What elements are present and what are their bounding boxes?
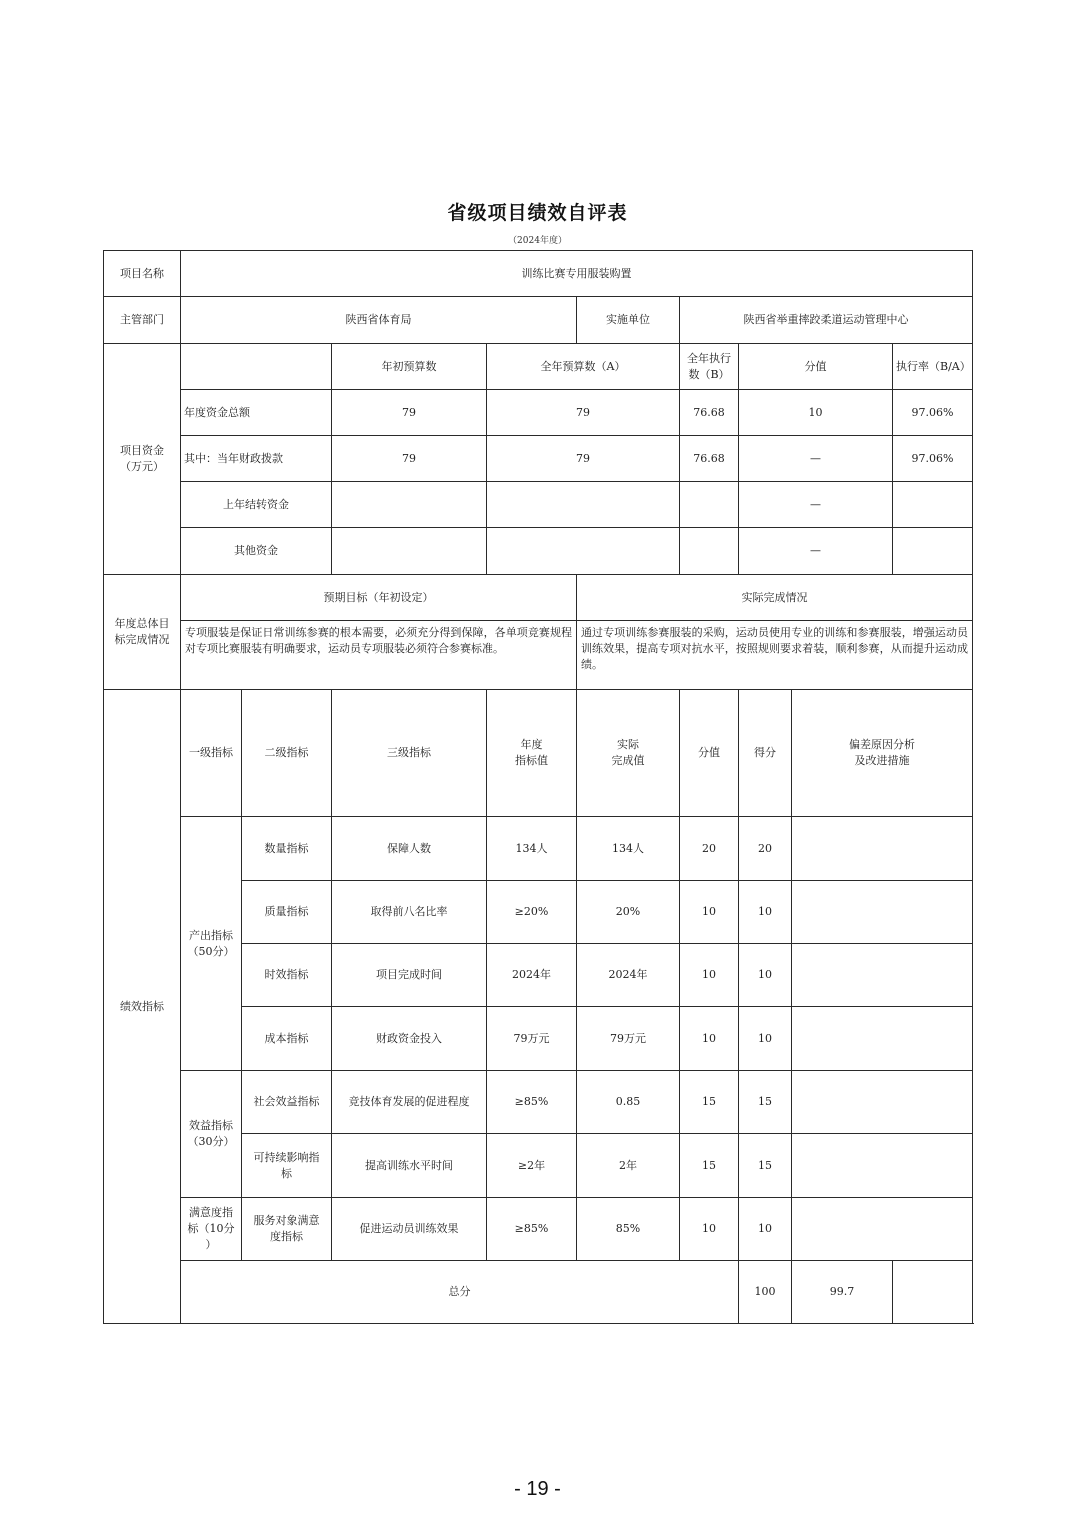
indicator-actual: 134人 [577, 817, 680, 881]
indicator-score: 15 [739, 1134, 792, 1198]
funds-row-label: 其中：当年财政拨款 [181, 436, 332, 482]
funds-header-blank [181, 344, 332, 390]
indicator-level3: 促进运动员训练效果 [332, 1198, 487, 1261]
indicator-target: ≥2年 [487, 1134, 577, 1198]
target-header-line2: 指标值 [515, 754, 548, 767]
analysis-header-line1: 偏差原因分析 [849, 738, 915, 751]
funds-row [104, 390, 973, 436]
funds-label-line2: （万元） [120, 460, 164, 473]
goals-label-line2: 标完成情况 [114, 633, 170, 646]
indicator-score: 20 [739, 817, 792, 881]
funds-row-label: 其他资金 [181, 528, 332, 575]
indicators-header-level2: 二级指标 [242, 690, 332, 817]
indicator-analysis [792, 1198, 973, 1261]
level1-satisfaction [181, 1198, 242, 1261]
funds-row-points: — [739, 482, 893, 528]
actual-header-line1: 实际 [617, 738, 639, 751]
goals-expected-text: 专项服装是保证日常训练参赛的根本需要，必须充分得到保障，各单项竞赛规程对专项比赛服装有明确要求，运动员专项服装必须符合参赛标准。 [181, 621, 577, 690]
funds-row-initial: 79 [332, 390, 487, 436]
indicator-level2: 成本指标 [242, 1007, 332, 1071]
indicator-level2: 时效指标 [242, 944, 332, 1007]
self-evaluation-table [103, 250, 973, 1324]
level1-benefit [181, 1071, 242, 1198]
goals-section-label [104, 575, 181, 690]
indicator-points: 10 [680, 1007, 739, 1071]
funds-row-rate: 97.06% [893, 436, 973, 482]
funds-row-exec [680, 482, 739, 528]
project-name-row [104, 251, 973, 297]
total-analysis [893, 1261, 973, 1324]
indicator-points: 10 [680, 881, 739, 944]
total-score: 99.7 [792, 1261, 893, 1324]
indicator-score: 10 [739, 1198, 792, 1261]
funds-row-annual: 79 [487, 436, 680, 482]
funds-row-rate [893, 482, 973, 528]
level1-satisfaction-line1: 满意度指 [189, 1206, 233, 1219]
indicator-level2: 社会效益指标 [242, 1071, 332, 1134]
funds-row-exec [680, 528, 739, 575]
indicator-score: 10 [739, 881, 792, 944]
indicator-level3: 财政资金投入 [332, 1007, 487, 1071]
funds-row-rate [893, 528, 973, 575]
funds-header-rate: 执行率（B/A） [893, 344, 973, 390]
indicator-actual: 2024年 [577, 944, 680, 1007]
indicator-points: 10 [680, 1198, 739, 1261]
funds-section-label [104, 344, 181, 575]
total-label: 总分 [181, 1261, 739, 1324]
indicator-analysis [792, 944, 973, 1007]
indicator-actual: 20% [577, 881, 680, 944]
funds-row-rate: 97.06% [893, 390, 973, 436]
level1-benefit-line2: （30分） [187, 1135, 235, 1148]
indicator-level3: 提高训练水平时间 [332, 1134, 487, 1198]
indicators-header-actual [577, 690, 680, 817]
funds-row-points: — [739, 436, 893, 482]
funds-header-annual: 全年预算数（A） [487, 344, 680, 390]
indicator-analysis [792, 1071, 973, 1134]
level2-line2: 度指标 [270, 1230, 303, 1243]
indicator-actual: 85% [577, 1198, 680, 1261]
total-points: 100 [739, 1261, 792, 1324]
indicator-level2 [242, 1198, 332, 1261]
indicator-actual: 2年 [577, 1134, 680, 1198]
funds-row-exec: 76.68 [680, 390, 739, 436]
indicators-header-score: 得分 [739, 690, 792, 817]
document-title: 省级项目绩效自评表 [447, 202, 628, 224]
indicator-level2: 数量指标 [242, 817, 332, 881]
indicator-level2: 质量指标 [242, 881, 332, 944]
funds-row-annual: 79 [487, 390, 680, 436]
actual-header-line2: 完成值 [611, 754, 645, 767]
level1-output-line2: （50分） [187, 944, 235, 958]
level2-line1: 可持续影响指 [253, 1150, 320, 1164]
indicator-level3: 保障人数 [332, 817, 487, 881]
indicators-header-level1: 一级指标 [181, 690, 242, 817]
funds-row-annual [487, 482, 680, 528]
funds-header-initial: 年初预算数 [332, 344, 487, 390]
indicator-points: 15 [680, 1134, 739, 1198]
indicator-target: ≥85% [487, 1071, 577, 1134]
implementer-label: 实施单位 [577, 297, 680, 344]
department-label: 主管部门 [104, 297, 181, 344]
goals-expected-header: 预期目标（年初设定） [181, 575, 577, 621]
indicator-level3: 取得前八名比率 [332, 881, 487, 944]
funds-header-row [104, 344, 973, 390]
indicator-level2 [242, 1134, 332, 1198]
indicators-section-label: 绩效指标 [104, 690, 181, 1324]
indicator-level3: 竞技体育发展的促进程度 [332, 1071, 487, 1134]
project-name-label: 项目名称 [104, 251, 181, 297]
funds-row-points: 10 [739, 390, 893, 436]
goals-actual-text: 通过专项训练参赛服装的采购，运动员使用专业的训练和参赛服装，增强运动员训练效果，提高专项对抗水平，按照规则要求着装，顺利参赛，从而提升运动成绩。 [577, 621, 973, 690]
indicator-analysis [792, 1134, 973, 1198]
indicator-target: ≥20% [487, 881, 577, 944]
goals-label-line1: 年度总体目 [114, 617, 170, 630]
funds-row-initial [332, 482, 487, 528]
level1-output [181, 817, 242, 1071]
funds-header-points: 分值 [739, 344, 893, 390]
indicator-score: 10 [739, 1007, 792, 1071]
indicators-header-analysis [792, 690, 973, 817]
funds-row-exec: 76.68 [680, 436, 739, 482]
funds-row [104, 528, 973, 575]
project-name-value: 训练比赛专用服装购置 [181, 251, 973, 297]
funds-row-label: 上年结转资金 [181, 482, 332, 528]
indicators-header-row [104, 690, 973, 817]
indicator-actual: 0.85 [577, 1071, 680, 1134]
level1-satisfaction-line2: 标（10分 [187, 1222, 235, 1235]
document-year-note: （2024年度） [508, 236, 567, 246]
department-row [104, 297, 973, 344]
funds-label-line1: 项目资金 [120, 444, 164, 457]
funds-row [104, 436, 973, 482]
indicator-analysis [792, 881, 973, 944]
goals-actual-header: 实际完成情况 [577, 575, 973, 621]
funds-row-label: 年度资金总额 [181, 390, 332, 436]
indicators-header-level3: 三级指标 [332, 690, 487, 817]
level1-output-line1: 产出指标 [189, 928, 233, 942]
funds-row-points: — [739, 528, 893, 575]
indicator-score: 15 [739, 1071, 792, 1134]
analysis-header-line2: 及改进措施 [854, 754, 910, 767]
goals-header-row [104, 575, 973, 621]
indicator-row [104, 1071, 973, 1134]
indicator-target: ≥85% [487, 1198, 577, 1261]
indicator-target: 134人 [487, 817, 577, 881]
level2-line2: 标 [281, 1166, 292, 1180]
funds-row [104, 482, 973, 528]
indicator-actual: 79万元 [577, 1007, 680, 1071]
funds-row-initial: 79 [332, 436, 487, 482]
indicator-analysis [792, 817, 973, 881]
indicator-score: 10 [739, 944, 792, 1007]
total-row [104, 1261, 973, 1324]
indicators-header-target [487, 690, 577, 817]
level1-satisfaction-line3: ） [205, 1238, 217, 1251]
indicators-header-points: 分值 [680, 690, 739, 817]
indicator-target: 79万元 [487, 1007, 577, 1071]
indicator-points: 15 [680, 1071, 739, 1134]
indicator-target: 2024年 [487, 944, 577, 1007]
indicator-row [104, 817, 973, 881]
funds-row-initial [332, 528, 487, 575]
goals-content-row [104, 621, 973, 690]
indicator-row [104, 1198, 973, 1261]
indicator-analysis [792, 1007, 973, 1071]
level2-line1: 服务对象满意 [253, 1214, 320, 1227]
funds-header-exec: 全年执行数（B） [680, 344, 739, 390]
funds-row-annual [487, 528, 680, 575]
implementer-value: 陕西省举重摔跤柔道运动管理中心 [680, 297, 973, 344]
indicator-points: 10 [680, 944, 739, 1007]
page-number: - 19 - [514, 1478, 561, 1500]
department-value: 陕西省体育局 [181, 297, 577, 344]
level1-benefit-line1: 效益指标 [189, 1119, 233, 1132]
target-header-line1: 年度 [520, 738, 543, 751]
indicator-level3: 项目完成时间 [332, 944, 487, 1007]
indicator-points: 20 [680, 817, 739, 881]
